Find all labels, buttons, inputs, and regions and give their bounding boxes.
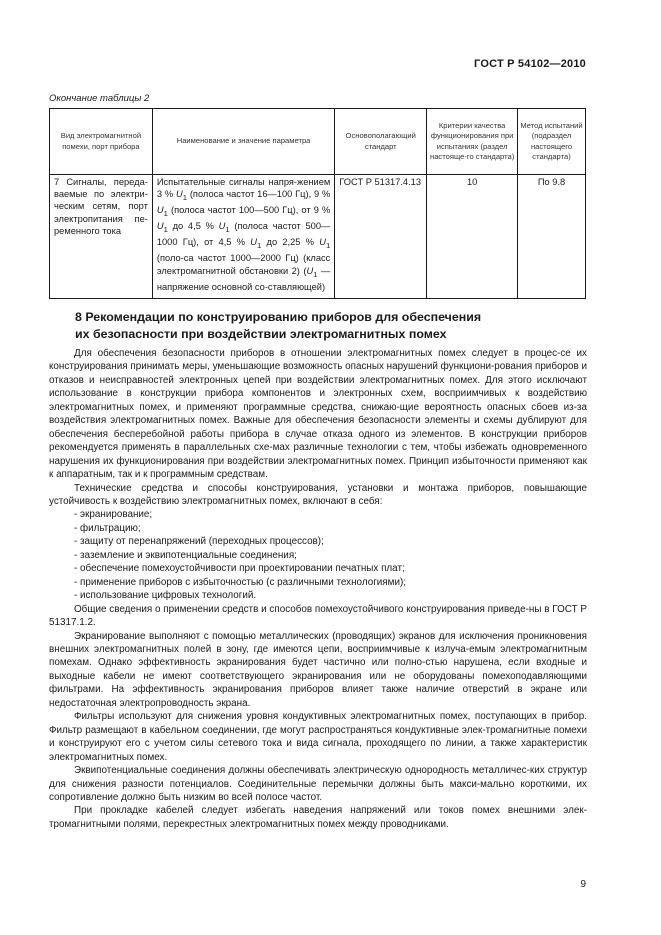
table-header-row [50,109,586,175]
list-item: - обеспечение помехоустойчивости при проектировании печатных плат; [74,563,405,575]
list-item: - использование цифровых технологий. [74,590,257,602]
paragraph-intro: Для обеспечения безопасности приборов в отношении электромагнитных помех следует в процес-се их конструирования принимать меры, уменьшающие возможность опасных нарушений функциони-рования приборов и отказов и неисправностей электронных цепей при воздействии электромагнитных помех. Для этого исключают использование в конструкции прибора компонентов и электронных схем, восприимчивых к воздействию электромагнитных помех, и применяют программные средства, снижаю-щие вероятность опасных сбоев из-за воздействия электромагнитных помех. Важные для обеспечения безопасности элементы и схемы дублируют для обеспечения бесперебойной работы прибора в случае отказа одного из элементов. В конструкции приборов рекомендуется применять в параллельных схе-мах различные технологии с тем, чтобы избежать одновременного нарушения их функционирования при воздействии электромагнитных помех. Принцип избыточности применяют как к аппаратным, так и к программным средствам. [49,348,587,481]
cell-interference-type: 7 Сигналы, переда-ваемые по электри-ческим сетям, порт электропитания пе-ременного тока [50,175,153,299]
paragraph-cabling: При прокладке кабелей следует избегать наведения напряжений или токов помех внешними элек-тромагнитными полями, перекрестных электромагнитных помех между проводниками. [49,805,587,830]
list-item: - заземление и эквипотенциальные соединения; [74,549,297,561]
header-method: Метод испытаний (подраздел настоящего стандарта) [518,109,586,175]
header-interference-type: Вид электромагнитной помехи, порт прибора [50,109,153,175]
list-item: - фильтрацию; [74,522,141,534]
section-heading-line-1: 8 Рекомендации по конструированию приборов для обеспечения [75,310,482,324]
parameters-table [49,108,586,299]
paragraph-means: Технические средства и способы конструирования, установки и монтажа приборов, повышающие устойчивость к воздействию электромагнитных помех, включают в себя: [49,482,587,507]
header-criteria: Критерии качества функционирования при испытаниях (раздел настояще-го стандарта) [427,109,518,175]
page-number: 9 [580,879,586,890]
header-parameter: Наименование и значение параметра [152,109,334,175]
paragraph-general-info: Общие сведения о применении средств и способов помехоустойчивого конструирования приведе-ны в ГОСТ Р 51317.1.2. [49,603,587,629]
section-heading [75,309,545,343]
section-body [49,347,587,831]
cell-method: По 9.8 [518,175,586,299]
table-caption: Окончание таблицы 2 [49,93,150,104]
section-heading-line-2: их безопасности при воздействии электромагнитных помех [75,327,447,341]
paragraph-shielding: Экранирование выполняют с помощью металлических (проводящих) экранов для исключения проникновения внешних электромагнитных полей в зону, где имеются цепи, восприимчивые к излуча-емым электромагнитным помехам. Однако эффективность экранирования будет частично или полно-стью нарушена, если входные и выходные кабели не имеют соответствующего экранирования или не оборудованы помехоподавляющими фильтрами. На эффективность экранирования приборов влияет также наличие отверстий в экране или недостаточная электропроводность экрана. [49,630,587,709]
cell-parameter: Испытательные сигналы напря-жением 3 % $U_1$ (полоса частот 16—100 Гц), 9 % $U_1$ (полоса частот 100—500 Гц), от 9 % $U_1$ до 4,5 % $U_1$ (полоса частот 500—1000 Гц), от 4,5 % $U_1$ до 2,25 % $U_1$ (поло-са частот 1000—2000 Гц) (класс электромагнитной обстановки 2) ($U_1$ — напряжение основной со-ставляющей) [152,175,334,299]
paragraph-equipotential: Эквипотенциальные соединения должны обеспечивать электрическую однородность металличес-ких структур для снижения разности потенциалов. Соединительные перемычки должны быть макси-мально короткими, их сопротивление должно быть низким во всей полосе частот. [49,765,587,803]
header-standard: Основополагающий стандарт [335,109,427,175]
cell-standard: ГОСТ Р 51317.4.13 [335,175,427,299]
list-item: - защиту от перенапряжений (переходных процессов); [74,536,324,548]
paragraph-filters: Фильтры используют для снижения уровня кондуктивных электромагнитных помех, поступающих в прибор. Фильтр размещают в кабельном соединении, где могут распространяться кондуктивные элек-тромагнитные помехи и конструируют его с учетом силы сетевого тока и вида сигнала, проходящего по линии, а также характеристик электромагнитных помех. [49,711,587,763]
means-list [49,508,587,602]
document-code: ГОСТ Р 54102—2010 [474,58,586,70]
table-row [50,175,586,299]
list-item: - применение приборов с избыточностью (с различными технологиями); [74,576,406,588]
list-item: - экранирование; [74,509,153,521]
cell-criteria: 10 [427,175,518,299]
